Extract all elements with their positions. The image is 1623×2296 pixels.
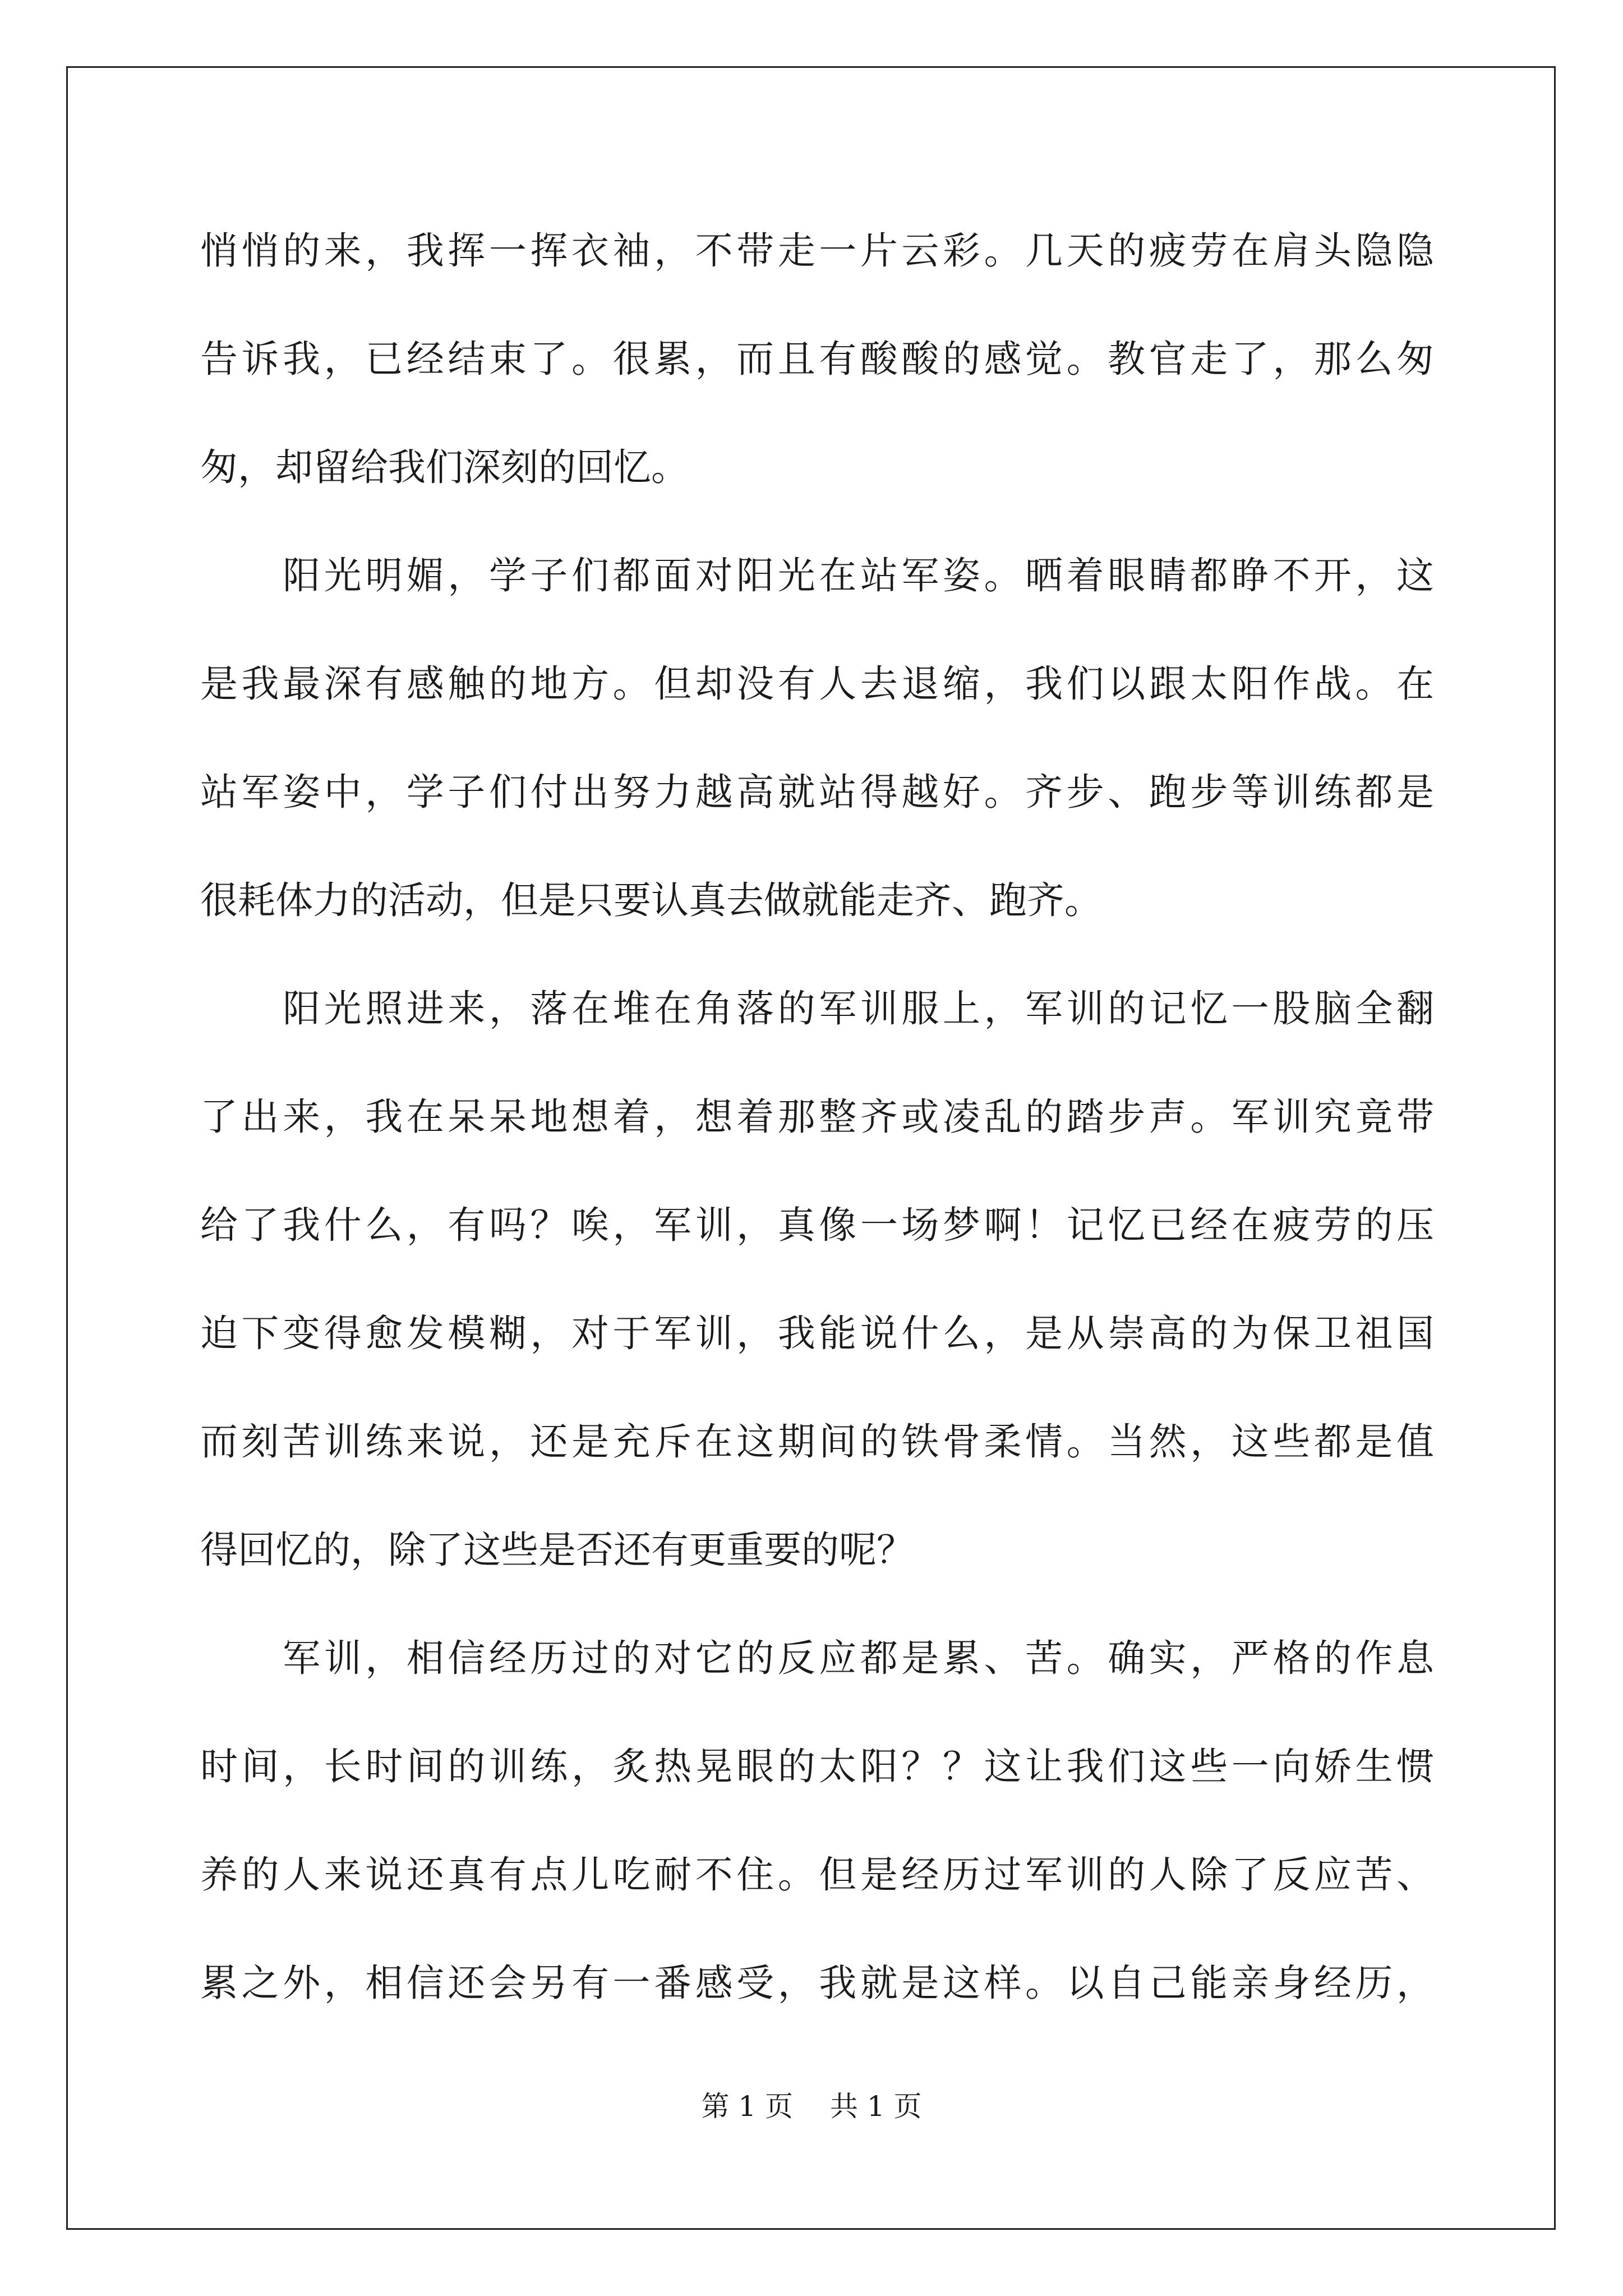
text-line: 匆，却留给我们深刻的回忆。 [200,445,689,489]
text-line: 悄悄的来，我挥一挥衣袖，不带走一片云彩。几天的疲劳在肩头隐隐 [200,229,1434,273]
text-line: 累之外，相信还会另有一番感受，我就是这样。以自己能亲身经历， [200,1961,1434,2005]
text-line: 军训，相信经历过的对它的反应都是累、苦。确实，严格的作息 [200,1636,1434,1680]
text-line: 迫下变得愈发模糊，对于军训，我能说什么，是从崇高的为保卫祖国 [200,1312,1434,1355]
document-body [200,209,1434,2049]
text-line: 而刻苦训练来说，还是充斥在这期间的铁骨柔情。当然，这些都是值 [200,1420,1434,1464]
page-number-footer: 第 1 页 共 1 页 [701,2090,922,2123]
text-line: 养的人来说还真有点儿吃耐不住。但是经历过军训的人除了反应苦、 [200,1853,1434,1897]
text-line: 给了我什么，有吗？唉，军训，真像一场梦啊！记忆已经在疲劳的压 [200,1203,1434,1247]
text-line: 时间，长时间的训练，炙热晃眼的太阳？？这让我们这些一向娇生惯 [200,1745,1434,1788]
text-line: 站军姿中，学子们付出努力越高就站得越好。齐步、跑步等训练都是 [200,770,1434,814]
text-line: 很耗体力的活动，但是只要认真去做就能走齐、跑齐。 [200,878,1102,922]
text-line: 是我最深有感触的地方。但却没有人去退缩，我们以跟太阳作战。在 [200,662,1434,706]
text-line: 告诉我，已经结束了。很累，而且有酸酸的感觉。教官走了，那么匆 [200,337,1434,381]
text-line: 阳光照进来，落在堆在角落的军训服上，军训的记忆一股脑全翻 [200,987,1434,1030]
text-line: 了出来，我在呆呆地想着，想着那整齐或凌乱的踏步声。军训究竟带 [200,1095,1434,1139]
text-line: 得回忆的，除了这些是否还有更重要的呢？ [200,1528,914,1572]
text-line: 阳光明媚，学子们都面对阳光在站军姿。晒着眼睛都睁不开，这 [200,554,1434,597]
